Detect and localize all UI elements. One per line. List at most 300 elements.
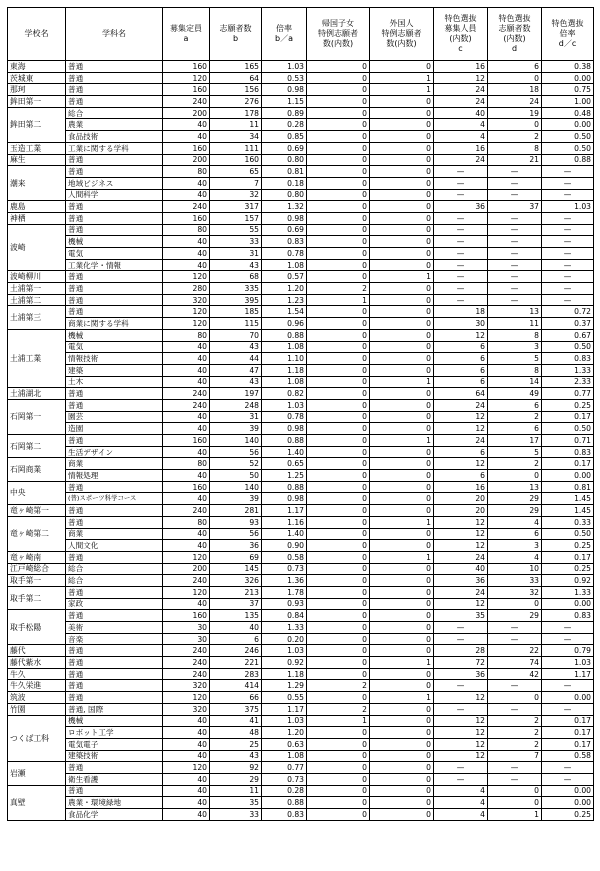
capacity-cell: 80 — [163, 458, 210, 470]
department-cell: 普通 — [66, 154, 163, 166]
table-row — [8, 575, 594, 587]
department-cell: ロボット工学 — [66, 727, 163, 739]
department-cell: 総合 — [66, 107, 163, 119]
special-applicants-cell: 0 — [488, 119, 542, 131]
header-capacity-sub: a — [183, 34, 189, 43]
department-cell: 普通 — [66, 435, 163, 447]
school-name-cell: 土浦第一 — [8, 283, 66, 295]
table-row — [8, 493, 594, 505]
applicants-cell: 34 — [210, 131, 262, 143]
special-capacity-cell: 12 — [434, 598, 488, 610]
header-ratio — [262, 8, 307, 61]
table-row — [8, 248, 594, 260]
special-applicants-cell: 0 — [488, 470, 542, 482]
applicants-cell: 145 — [210, 563, 262, 575]
capacity-cell: 40 — [163, 528, 210, 540]
special-applicants-cell: 10 — [488, 563, 542, 575]
ratio-cell: 0.98 — [262, 493, 307, 505]
applicants-cell: 36 — [210, 540, 262, 552]
foreign-cell: 0 — [370, 248, 434, 260]
special-ratio-cell: — — [542, 283, 594, 295]
department-cell: 情報技術 — [66, 353, 163, 365]
applicants-cell: 29 — [210, 773, 262, 785]
returnee-cell: 0 — [307, 610, 370, 622]
department-cell: 普通 — [66, 505, 163, 517]
table-row — [8, 446, 594, 458]
special-capacity-cell: 36 — [434, 201, 488, 213]
ratio-cell: 0.85 — [262, 131, 307, 143]
department-cell: 普通 — [66, 645, 163, 657]
special-applicants-cell: 2 — [488, 727, 542, 739]
foreign-cell: 0 — [370, 785, 434, 797]
returnee-cell: 2 — [307, 680, 370, 692]
header-capacity — [163, 8, 210, 61]
returnee-cell: 0 — [307, 423, 370, 435]
ratio-cell: 0.80 — [262, 154, 307, 166]
department-cell: 衛生看護 — [66, 773, 163, 785]
header-department-label: 学科名 — [102, 29, 126, 38]
returnee-cell: 0 — [307, 586, 370, 598]
special-capacity-cell: 4 — [434, 809, 488, 821]
special-ratio-cell: — — [542, 166, 594, 178]
special-capacity-cell: 24 — [434, 399, 488, 411]
ratio-cell: 0.69 — [262, 142, 307, 154]
returnee-cell: 0 — [307, 446, 370, 458]
applicants-cell: 56 — [210, 528, 262, 540]
school-name-cell: 鉾田第二 — [8, 107, 66, 142]
applicants-cell: 56 — [210, 446, 262, 458]
capacity-cell: 160 — [163, 61, 210, 73]
special-ratio-cell: 0.00 — [542, 692, 594, 704]
applicants-cell: 283 — [210, 668, 262, 680]
ratio-cell: 0.88 — [262, 435, 307, 447]
applicants-cell: 40 — [210, 622, 262, 634]
department-cell: 電気電子 — [66, 738, 163, 750]
ratio-cell: 1.25 — [262, 470, 307, 482]
table-row — [8, 189, 594, 201]
table-row — [8, 668, 594, 680]
special-ratio-cell: 0.83 — [542, 610, 594, 622]
table-row — [8, 762, 594, 774]
returnee-cell: 0 — [307, 435, 370, 447]
ratio-cell: 0.78 — [262, 248, 307, 260]
table-row — [8, 586, 594, 598]
special-applicants-cell: 6 — [488, 399, 542, 411]
foreign-cell: 1 — [370, 516, 434, 528]
special-capacity-cell: 40 — [434, 563, 488, 575]
applicants-cell: 317 — [210, 201, 262, 213]
capacity-cell: 40 — [163, 236, 210, 248]
ratio-cell: 1.03 — [262, 645, 307, 657]
table-row — [8, 481, 594, 493]
foreign-cell: 0 — [370, 668, 434, 680]
special-ratio-cell: — — [542, 762, 594, 774]
special-applicants-cell: 11 — [488, 318, 542, 330]
applicants-cell: 326 — [210, 575, 262, 587]
special-applicants-cell: 2 — [488, 738, 542, 750]
capacity-cell: 40 — [163, 259, 210, 271]
applicants-cell: 395 — [210, 294, 262, 306]
special-capacity-cell: 16 — [434, 481, 488, 493]
returnee-cell: 0 — [307, 785, 370, 797]
special-ratio-cell: — — [542, 703, 594, 715]
foreign-cell: 1 — [370, 84, 434, 96]
special-capacity-cell: — — [434, 189, 488, 201]
special-applicants-cell: — — [488, 703, 542, 715]
department-cell: 機械 — [66, 329, 163, 341]
department-cell: 美術 — [66, 622, 163, 634]
capacity-cell: 120 — [163, 318, 210, 330]
school-name-cell: 波崎 — [8, 224, 66, 271]
special-ratio-cell: 0.83 — [542, 446, 594, 458]
ratio-cell: 1.32 — [262, 201, 307, 213]
ratio-cell: 0.73 — [262, 563, 307, 575]
special-applicants-cell: — — [488, 212, 542, 224]
special-ratio-cell: 0.00 — [542, 470, 594, 482]
special-capacity-cell: — — [434, 248, 488, 260]
special-capacity-cell: 6 — [434, 446, 488, 458]
header-special-applicants-label-3: (内数) — [503, 34, 526, 43]
returnee-cell: 0 — [307, 166, 370, 178]
special-applicants-cell: 17 — [488, 435, 542, 447]
department-cell: 音楽 — [66, 633, 163, 645]
ratio-cell: 0.58 — [262, 551, 307, 563]
capacity-cell: 40 — [163, 598, 210, 610]
ratio-cell: 0.28 — [262, 119, 307, 131]
foreign-cell: 0 — [370, 575, 434, 587]
capacity-cell: 200 — [163, 154, 210, 166]
applicants-cell: 52 — [210, 458, 262, 470]
capacity-cell: 320 — [163, 703, 210, 715]
foreign-cell: 1 — [370, 435, 434, 447]
special-capacity-cell: — — [434, 212, 488, 224]
special-capacity-cell: — — [434, 622, 488, 634]
ratio-cell: 0.18 — [262, 177, 307, 189]
special-capacity-cell: 28 — [434, 645, 488, 657]
department-cell: 商業 — [66, 458, 163, 470]
special-applicants-cell: — — [488, 762, 542, 774]
applicants-cell: 375 — [210, 703, 262, 715]
special-applicants-cell: 21 — [488, 154, 542, 166]
table-row — [8, 283, 594, 295]
department-cell: 電気 — [66, 248, 163, 260]
capacity-cell: 240 — [163, 399, 210, 411]
ratio-cell: 1.20 — [262, 283, 307, 295]
ratio-cell: 0.77 — [262, 762, 307, 774]
foreign-cell: 0 — [370, 505, 434, 517]
school-name-cell: 竜ヶ崎第一 — [8, 505, 66, 517]
foreign-cell: 0 — [370, 680, 434, 692]
capacity-cell: 120 — [163, 586, 210, 598]
capacity-cell: 160 — [163, 84, 210, 96]
department-cell: 人間文化 — [66, 540, 163, 552]
department-cell: 普通 — [66, 692, 163, 704]
table-row — [8, 259, 594, 271]
special-applicants-cell: 3 — [488, 540, 542, 552]
capacity-cell: 40 — [163, 809, 210, 821]
special-applicants-cell: 4 — [488, 551, 542, 563]
ratio-cell: 1.18 — [262, 668, 307, 680]
ratio-cell: 0.89 — [262, 107, 307, 119]
foreign-cell: 0 — [370, 493, 434, 505]
returnee-cell: 0 — [307, 773, 370, 785]
department-cell: 総合 — [66, 575, 163, 587]
applicants-cell: 33 — [210, 236, 262, 248]
table-row — [8, 738, 594, 750]
ratio-cell: 1.20 — [262, 727, 307, 739]
returnee-cell: 0 — [307, 131, 370, 143]
department-cell: 普通 — [66, 201, 163, 213]
capacity-cell: 240 — [163, 645, 210, 657]
foreign-cell: 0 — [370, 645, 434, 657]
special-ratio-cell: 1.00 — [542, 96, 594, 108]
special-capacity-cell: 24 — [434, 96, 488, 108]
foreign-cell: 0 — [370, 622, 434, 634]
table-row — [8, 84, 594, 96]
applicants-cell: 25 — [210, 738, 262, 750]
special-capacity-cell: 20 — [434, 493, 488, 505]
applicants-cell: 213 — [210, 586, 262, 598]
capacity-cell: 40 — [163, 715, 210, 727]
special-applicants-cell: — — [488, 294, 542, 306]
department-cell: 園芸 — [66, 411, 163, 423]
returnee-cell: 0 — [307, 411, 370, 423]
special-applicants-cell: — — [488, 177, 542, 189]
foreign-cell: 0 — [370, 411, 434, 423]
special-applicants-cell: 0 — [488, 598, 542, 610]
applicants-cell: 111 — [210, 142, 262, 154]
special-ratio-cell: 0.00 — [542, 72, 594, 84]
special-capacity-cell: — — [434, 224, 488, 236]
header-returnee — [307, 8, 370, 61]
special-applicants-cell: 49 — [488, 388, 542, 400]
header-special-capacity-label-3: (内数) — [449, 34, 472, 43]
foreign-cell: 0 — [370, 364, 434, 376]
table-row — [8, 505, 594, 517]
foreign-cell: 1 — [370, 376, 434, 388]
department-cell: 普通 — [66, 657, 163, 669]
applicants-cell: 93 — [210, 516, 262, 528]
department-cell: 農業 — [66, 119, 163, 131]
foreign-cell: 0 — [370, 294, 434, 306]
special-applicants-cell: 0 — [488, 692, 542, 704]
special-ratio-cell: 0.00 — [542, 797, 594, 809]
ratio-cell: 1.03 — [262, 399, 307, 411]
returnee-cell: 0 — [307, 318, 370, 330]
department-cell: 普通 — [66, 283, 163, 295]
special-ratio-cell: 0.17 — [542, 738, 594, 750]
returnee-cell: 0 — [307, 633, 370, 645]
special-ratio-cell: 0.25 — [542, 563, 594, 575]
returnee-cell: 0 — [307, 341, 370, 353]
applicants-cell: 44 — [210, 353, 262, 365]
returnee-cell: 0 — [307, 107, 370, 119]
header-returnee-label: 帰国子女 — [322, 19, 354, 28]
table-row — [8, 376, 594, 388]
department-cell: 普通 — [66, 610, 163, 622]
school-name-cell: 石岡商業 — [8, 458, 66, 481]
header-returnee-label-2: 特例志願者 — [318, 29, 358, 38]
special-applicants-cell: 3 — [488, 341, 542, 353]
department-cell: 建築技術 — [66, 750, 163, 762]
returnee-cell: 0 — [307, 458, 370, 470]
ratio-cell: 0.84 — [262, 610, 307, 622]
applicants-cell: 31 — [210, 411, 262, 423]
special-ratio-cell: — — [542, 680, 594, 692]
school-name-cell: 中央 — [8, 481, 66, 504]
returnee-cell: 1 — [307, 715, 370, 727]
returnee-cell: 0 — [307, 797, 370, 809]
special-capacity-cell: 18 — [434, 306, 488, 318]
school-name-cell: 藤代 — [8, 645, 66, 657]
header-special-ratio-label-2: 倍率 — [559, 29, 576, 38]
capacity-cell: 40 — [163, 177, 210, 189]
special-capacity-cell: 4 — [434, 785, 488, 797]
table-row — [8, 341, 594, 353]
special-applicants-cell: — — [488, 773, 542, 785]
special-capacity-cell: 6 — [434, 364, 488, 376]
applicants-cell: 115 — [210, 318, 262, 330]
school-name-cell: 鉾田第一 — [8, 96, 66, 108]
applicants-cell: 35 — [210, 797, 262, 809]
ratio-cell: 0.80 — [262, 189, 307, 201]
returnee-cell: 0 — [307, 668, 370, 680]
ratio-cell: 0.81 — [262, 166, 307, 178]
header-row — [8, 8, 594, 61]
foreign-cell: 0 — [370, 540, 434, 552]
special-capacity-cell: 36 — [434, 575, 488, 587]
special-ratio-cell: — — [542, 773, 594, 785]
special-applicants-cell: 1 — [488, 809, 542, 821]
header-foreign-label-2: 特例志願者 — [381, 29, 422, 38]
special-applicants-cell: 0 — [488, 785, 542, 797]
applicants-cell: 69 — [210, 551, 262, 563]
returnee-cell: 0 — [307, 329, 370, 341]
capacity-cell: 240 — [163, 505, 210, 517]
table-row — [8, 318, 594, 330]
school-name-cell: 竹園 — [8, 703, 66, 715]
table-row — [8, 551, 594, 563]
ratio-cell: 0.88 — [262, 481, 307, 493]
returnee-cell: 0 — [307, 750, 370, 762]
admission-table-page — [7, 7, 594, 821]
table-row — [8, 72, 594, 84]
returnee-cell: 0 — [307, 622, 370, 634]
capacity-cell: 120 — [163, 306, 210, 318]
department-cell: 普通 — [66, 224, 163, 236]
admission-table — [7, 7, 594, 821]
school-name-cell: 取手第一 — [8, 575, 66, 587]
capacity-cell: 240 — [163, 388, 210, 400]
special-applicants-cell: 42 — [488, 668, 542, 680]
ratio-cell: 0.78 — [262, 411, 307, 423]
department-cell: 普通 — [66, 668, 163, 680]
school-name-cell: 那珂 — [8, 84, 66, 96]
department-cell: 建築 — [66, 364, 163, 376]
applicants-cell: 55 — [210, 224, 262, 236]
table-row — [8, 797, 594, 809]
department-cell: 土木 — [66, 376, 163, 388]
special-ratio-cell: 0.17 — [542, 411, 594, 423]
foreign-cell: 0 — [370, 306, 434, 318]
applicants-cell: 43 — [210, 341, 262, 353]
header-department — [66, 8, 163, 61]
capacity-cell: 80 — [163, 224, 210, 236]
capacity-cell: 40 — [163, 446, 210, 458]
department-cell: 普通 — [66, 294, 163, 306]
special-applicants-cell: 2 — [488, 458, 542, 470]
school-name-cell: 玉造工業 — [8, 142, 66, 154]
special-capacity-cell: — — [434, 283, 488, 295]
school-name-cell: 藤代紫水 — [8, 657, 66, 669]
capacity-cell: 40 — [163, 119, 210, 131]
returnee-cell: 0 — [307, 259, 370, 271]
department-cell: 普通 — [66, 212, 163, 224]
department-cell: 普通 — [66, 399, 163, 411]
table-row — [8, 142, 594, 154]
table-row — [8, 809, 594, 821]
table-row — [8, 294, 594, 306]
special-capacity-cell: 35 — [434, 610, 488, 622]
applicants-cell: 6 — [210, 633, 262, 645]
foreign-cell: 1 — [370, 657, 434, 669]
table-row — [8, 715, 594, 727]
special-ratio-cell: 0.00 — [542, 785, 594, 797]
department-cell: 生活デザイン — [66, 446, 163, 458]
foreign-cell: 0 — [370, 633, 434, 645]
ratio-cell: 1.36 — [262, 575, 307, 587]
school-name-cell: 土浦湖北 — [8, 388, 66, 400]
foreign-cell: 0 — [370, 762, 434, 774]
special-applicants-cell: 0 — [488, 72, 542, 84]
returnee-cell: 0 — [307, 505, 370, 517]
foreign-cell: 0 — [370, 154, 434, 166]
table-row — [8, 703, 594, 715]
school-name-cell: 岩瀬 — [8, 762, 66, 785]
special-applicants-cell: — — [488, 224, 542, 236]
returnee-cell: 0 — [307, 189, 370, 201]
returnee-cell: 0 — [307, 540, 370, 552]
header-applicants-label: 志願者数 — [219, 24, 252, 33]
ratio-cell: 0.98 — [262, 84, 307, 96]
foreign-cell: 0 — [370, 399, 434, 411]
foreign-cell: 0 — [370, 177, 434, 189]
special-ratio-cell: 0.17 — [542, 551, 594, 563]
foreign-cell: 1 — [370, 551, 434, 563]
applicants-cell: 414 — [210, 680, 262, 692]
school-name-cell: つくば工科 — [8, 715, 66, 762]
special-capacity-cell: 12 — [434, 738, 488, 750]
special-ratio-cell: 0.25 — [542, 540, 594, 552]
capacity-cell: 40 — [163, 341, 210, 353]
school-name-cell: 神栖 — [8, 212, 66, 224]
capacity-cell: 40 — [163, 423, 210, 435]
table-row — [8, 516, 594, 528]
special-ratio-cell: 0.75 — [542, 84, 594, 96]
special-capacity-cell: 12 — [434, 727, 488, 739]
ratio-cell: 1.40 — [262, 528, 307, 540]
special-capacity-cell: 12 — [434, 540, 488, 552]
capacity-cell: 40 — [163, 189, 210, 201]
applicants-cell: 276 — [210, 96, 262, 108]
foreign-cell: 0 — [370, 166, 434, 178]
ratio-cell: 1.08 — [262, 341, 307, 353]
capacity-cell: 40 — [163, 773, 210, 785]
special-ratio-cell: 1.03 — [542, 201, 594, 213]
returnee-cell: 2 — [307, 703, 370, 715]
foreign-cell: 0 — [370, 797, 434, 809]
applicants-cell: 7 — [210, 177, 262, 189]
